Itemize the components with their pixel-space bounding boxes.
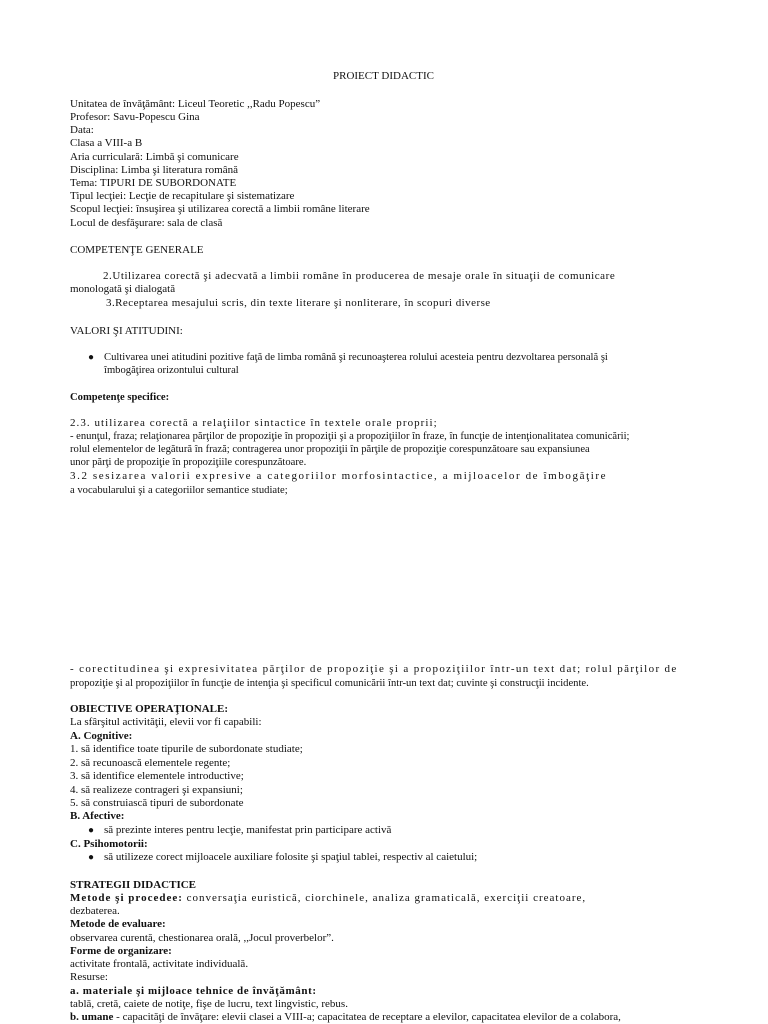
unitate-line: Unitatea de învăţământ: Liceul Teoretic ,,Radu Popescu” [70, 98, 321, 110]
competenta-3: 3.Receptarea mesajului scris, din texte literare şi nonliterare, în scopuri diverse [106, 297, 491, 309]
competente-generale-heading: COMPETENŢE GENERALE [70, 244, 204, 256]
cognitive-item-4: 4. să realizeze contrageri şi expansiuni; [70, 784, 243, 796]
bullet-icon: ● [88, 352, 95, 363]
evaluare-text: observarea curentă, chestionarea orală, ,,Jocul proverbelor”. [70, 932, 334, 944]
specifica-detail-2: rolul elementelor de legătură în frază; contragerea unor propoziţii în părţile de propoziţie corespunzătoare sau expansiunea [70, 444, 590, 455]
forme-label: Forme de organizare: [70, 945, 172, 957]
scopul-line: Scopul lecţiei: însuşirea şi utilizarea corectă a limbii române literare [70, 203, 370, 215]
metode-line [70, 892, 586, 905]
competenta-2-line1: 2.Utilizarea corectă şi adecvată a limbii române în producerea de mesaje orale în situaţii de comunicare [103, 270, 616, 282]
psihomotorii-item: să utilizeze corect mijloacele auxiliare folosite şi spaţiul tablei, respectiv al caietului; [104, 851, 478, 863]
corectitudinea-line2: propoziţie şi al propoziţiilor în funcţie de intenţia şi specificul comunicării într-un text dat; cuvinte şi construcţii incidente. [70, 678, 589, 689]
cognitive-item-2: 2. să recunoască elementele regente; [70, 757, 231, 769]
evaluare-label: Metode de evaluare: [70, 918, 166, 930]
cognitive-item-1: 1. să identifice toate tipurile de subordonate studiate; [70, 743, 303, 755]
cognitive-heading: A. Cognitive: [70, 730, 133, 742]
competente-specifice-heading: Competenţe specifice: [70, 392, 170, 403]
locul-line: Locul de desfăşurare: sala de clasă [70, 217, 223, 229]
umane-text: - capacităţi de învăţare: elevii clasei a VIII-a; capacitatea de receptare a elevilor, capacitatea elevilor de a colabora, [113, 1011, 621, 1023]
document-title: PROIECT DIDACTIC [333, 70, 434, 82]
metode-label: Metode şi procedee: [70, 892, 183, 904]
cognitive-item-5: 5. să construiască tipuri de subordonate [70, 797, 244, 809]
resurse-label: Resurse: [70, 971, 108, 983]
afective-heading: B. Afective: [70, 810, 125, 822]
strategii-heading: STRATEGII DIDACTICE [70, 879, 197, 891]
disciplina-line: Disciplina: Limba şi literatura română [70, 164, 239, 176]
valori-heading: VALORI ŞI ATITUDINI: [70, 325, 183, 337]
psihomotorii-heading: C. Psihomotorii: [70, 838, 148, 850]
metode-text-cont: dezbaterea. [70, 905, 120, 917]
afective-item: să prezinte interes pentru lecţie, manifestat prin participare activă [104, 824, 392, 836]
valori-bullet-line1: Cultivarea unei atitudini pozitive faţă de limba română şi recunoaşterea rolului acesteia pentru dezvoltarea personală şi [104, 352, 608, 363]
specifica-3-2-cont: a vocabularului şi a categoriilor semantice studiate; [70, 485, 288, 496]
corectitudinea-line1: - corectitudinea şi expresivitatea părţilor de propoziţie şi a propoziţiilor într-un text dat; rolul părţilor de [70, 663, 678, 675]
profesor-line: Profesor: Savu-Popescu Gina [70, 111, 200, 123]
data-line: Data: [70, 124, 94, 136]
specifica-2-3: 2.3. utilizarea corectă a relaţiilor sintactice în textele orale proprii; [70, 417, 438, 429]
specifica-detail-3: unor părţi de propoziţie în propoziţiile corespunzătoare. [70, 457, 307, 468]
tipul-line: Tipul lecţiei: Lecţie de recapitulare şi sistematizare [70, 190, 295, 202]
bullet-icon: ● [88, 825, 95, 836]
materiale-text: tablă, cretă, caiete de notiţe, fişe de lucru, text lingvistic, rebus. [70, 998, 348, 1010]
obiective-intro: La sfârşitul activităţii, elevii vor fi capabili: [70, 716, 262, 728]
competenta-2-line2: monologată şi dialogată [70, 283, 176, 295]
specifica-3-2: 3.2 sesizarea valorii expresive a categoriilor morfosintactice, a mijloacelor de îmbogăţire [70, 470, 608, 482]
obiective-heading: OBIECTIVE OPERAŢIONALE: [70, 703, 229, 715]
tema-line: Tema: TIPURI DE SUBORDONATE [70, 177, 237, 189]
aria-line: Aria curriculară: Limbă şi comunicare [70, 151, 239, 163]
valori-bullet-line2: îmbogăţirea orizontului cultural [104, 365, 239, 376]
forme-text: activitate frontală, activitate individuală. [70, 958, 249, 970]
materiale-label: a. materiale şi mijloace tehnice de învăţământ: [70, 985, 317, 997]
clasa-line: Clasa a VIII-a B [70, 137, 143, 149]
metode-text: conversaţia euristică, ciorchinele, analiza gramaticală, exerciţii creatoare, [182, 892, 587, 904]
umane-label: b. umane [70, 1011, 114, 1023]
bullet-icon: ● [88, 852, 95, 863]
umane-line [70, 1011, 621, 1024]
specifica-detail-1: - enunţul, fraza; relaţionarea părţilor de propoziţie în propoziţii şi a propoziţiilor în fraze, în funcţie de intenţionalitatea comunicării; [70, 431, 630, 442]
cognitive-item-3: 3. să identifice elementele introductive; [70, 770, 244, 782]
